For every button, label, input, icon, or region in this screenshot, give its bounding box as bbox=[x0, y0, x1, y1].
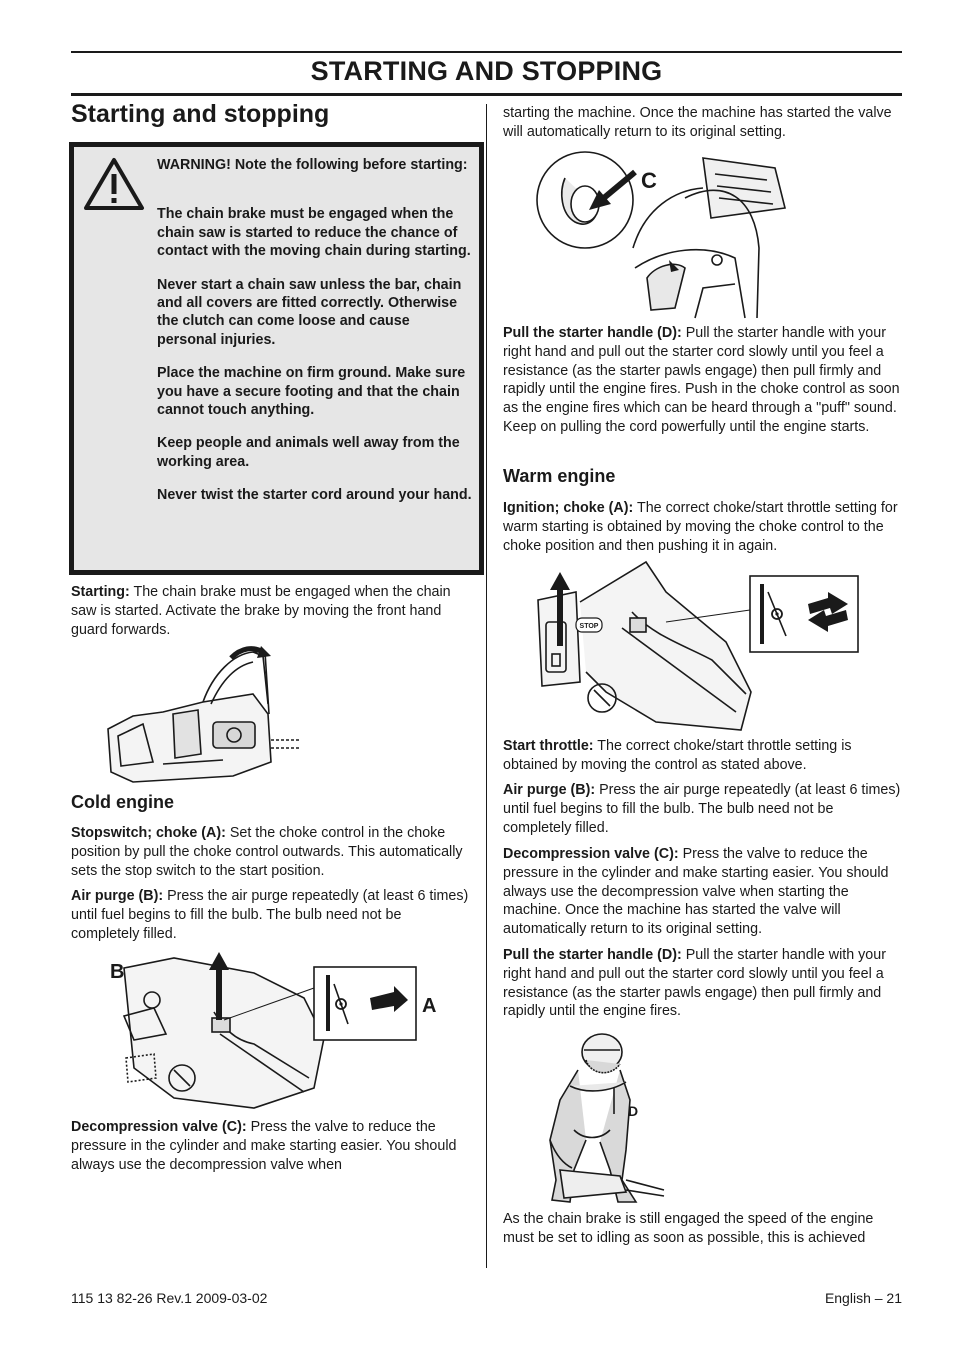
footer-doc-id: 115 13 82-26 Rev.1 2009-03-02 bbox=[71, 1290, 268, 1306]
decompression-text: Press the valve to reduce the pressure in the cylinder and make starting easier. You should always use the decompression valve when bbox=[71, 1119, 457, 1173]
page-header-title: STARTING AND STOPPING bbox=[310, 56, 663, 86]
label-a: A bbox=[422, 995, 437, 1017]
chain-brake-idle-paragraph: As the chain brake is still engaged the speed of the engine must be set to idling as soon as possible, this is achieved bbox=[503, 1211, 874, 1246]
warning-item: Keep people and animals well away from the working area. bbox=[157, 435, 460, 470]
pull-starter-paragraph bbox=[503, 324, 902, 437]
label-d: D bbox=[628, 1103, 639, 1119]
pull-starter-label: Pull the starter handle (D): bbox=[503, 325, 682, 341]
start-throttle-label: Start throttle: bbox=[503, 738, 594, 754]
warning-triangle-icon bbox=[83, 157, 145, 211]
decompression-warm-text: Press the valve to reduce the pressure in the cylinder and make starting easier. You should always use the decompression valve when starting the machine. Once the machine has started the valve will automatically return to its original setting. bbox=[503, 846, 889, 938]
ignition-label: Ignition; choke (A): bbox=[503, 500, 634, 516]
starting-label: Starting: bbox=[71, 584, 130, 600]
starting-text: The chain brake must be engaged when the chain saw is started. Activate the brake by moving the front hand guard forwards. bbox=[71, 584, 451, 638]
decompression-paragraph bbox=[71, 1118, 472, 1174]
pull-starter-warm-text: Pull the starter handle with your right hand and pull out the starter cord slowly until you feel a resistance (as the starter pawls engage) then pull firmly and rapidly until the engine fires. bbox=[503, 947, 886, 1020]
warning-box bbox=[69, 142, 484, 575]
air-purge-text: Press the air purge repeatedly (at least 6 times) until fuel begins to fill the bulb. The bulb need not be completely filled. bbox=[71, 888, 469, 942]
warning-text bbox=[157, 156, 473, 520]
decompression-warm-paragraph bbox=[503, 845, 902, 939]
stopswitch-label: Stopswitch; choke (A): bbox=[71, 825, 226, 841]
warm-engine-choke-illustration bbox=[536, 562, 862, 734]
header-rule-bottom bbox=[71, 93, 902, 96]
chain-brake-illustration bbox=[103, 644, 303, 784]
decompression-continued: starting the machine. Once the machine has started the valve will automatically return to its original setting. bbox=[503, 105, 892, 140]
choke-air-purge-illustration bbox=[104, 948, 437, 1116]
air-purge-warm-text: Press the air purge repeatedly (at least 6 times) until fuel begins to fill the bulb. The bulb need not be completely filled. bbox=[503, 782, 901, 836]
ignition-paragraph bbox=[503, 499, 902, 555]
start-throttle-paragraph bbox=[503, 737, 902, 775]
warning-heading: WARNING! Note the following before starting: bbox=[157, 157, 468, 173]
stop-switch-label: STOP bbox=[579, 623, 599, 630]
warning-item: Never start a chain saw unless the bar, chain and all covers are fitted correctly. Otherwise the clutch can come loose and cause personal injuries. bbox=[157, 276, 462, 348]
warning-item: Place the machine on firm ground. Make sure you have a secure footing and that the chain cannot touch anything. bbox=[157, 365, 466, 419]
label-c: C bbox=[641, 168, 657, 193]
decompression-valve-illustration bbox=[535, 148, 797, 320]
cold-engine-title: Cold engine bbox=[71, 792, 174, 812]
label-b: B bbox=[110, 961, 125, 983]
warm-engine-title: Warm engine bbox=[503, 466, 616, 486]
starting-paragraph bbox=[71, 583, 472, 639]
pull-starter-text: Pull the starter handle with your right hand and pull out the starter cord slowly until you feel a resistance (as the starter pawls engage) then pull firmly and rapidly until the engine fires. Push in the choke control as soon as the engine fires which can be heard through a "puff" sound. Keep on pulling the cord powerfully until the engine starts. bbox=[503, 325, 900, 435]
header-rule-top bbox=[71, 51, 902, 53]
warning-item: The chain brake must be engaged when the chain saw is started to reduce the chance of contact with the moving chain during starting. bbox=[157, 206, 471, 260]
operator-starting-illustration bbox=[530, 1030, 670, 1208]
footer-page-number: English – 21 bbox=[824, 1290, 902, 1306]
air-purge-label: Air purge (B): bbox=[71, 888, 164, 904]
air-purge-warm-label: Air purge (B): bbox=[503, 782, 596, 798]
decompression-label: Decompression valve (C): bbox=[71, 1119, 247, 1135]
pull-starter-warm-label: Pull the starter handle (D): bbox=[503, 947, 682, 963]
stopswitch-paragraph bbox=[71, 824, 472, 880]
section-title: Starting and stopping bbox=[71, 100, 330, 128]
column-divider bbox=[486, 104, 487, 1268]
start-throttle-text: The correct choke/start throttle setting is obtained by moving the control as stated above. bbox=[503, 738, 852, 773]
air-purge-paragraph bbox=[71, 887, 472, 943]
decompression-warm-label: Decompression valve (C): bbox=[503, 846, 679, 862]
ignition-text: The correct choke/start throttle setting for warm starting is obtained by moving the choke control to the choke position and then pushing it in again. bbox=[503, 500, 898, 554]
air-purge-warm-paragraph bbox=[503, 781, 902, 837]
stopswitch-text: Set the choke control in the choke position by pull the choke control outwards. This automatically sets the stop switch to the start position. bbox=[71, 825, 463, 879]
pull-starter-warm-paragraph bbox=[503, 946, 902, 1021]
warning-item: Never twist the starter cord around your hand. bbox=[157, 487, 472, 504]
